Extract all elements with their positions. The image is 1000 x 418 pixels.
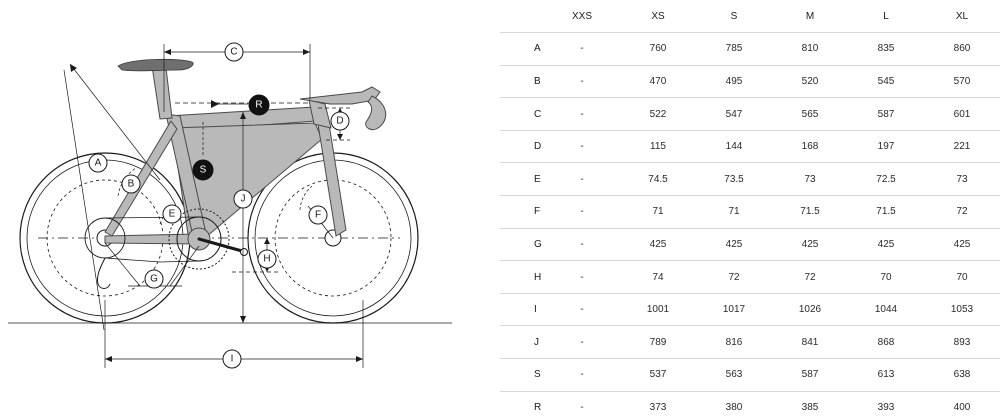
cell: 425 (772, 228, 848, 261)
cell: 70 (848, 261, 924, 294)
cell: 789 (620, 326, 696, 359)
cell: 537 (620, 359, 696, 392)
cell: 73 (772, 163, 848, 196)
cell: - (544, 326, 620, 359)
geometry-table (500, 0, 1000, 418)
cell: 168 (772, 130, 848, 163)
cell: - (544, 228, 620, 261)
row-label-a: A (500, 33, 544, 66)
cell: 1017 (696, 293, 772, 326)
cell: 425 (620, 228, 696, 261)
cell: 385 (801, 402, 819, 414)
cell: 587 (772, 359, 848, 392)
cell: 74 (620, 261, 696, 294)
cell: 115 (620, 130, 696, 163)
table-row (500, 326, 1000, 359)
cell: 893 (924, 326, 1000, 359)
cell: - (544, 33, 620, 66)
cell: 613 (848, 359, 924, 392)
cell: 71.5 (772, 196, 848, 229)
cell: 197 (848, 130, 924, 163)
table-row (500, 196, 1000, 229)
cell: 425 (924, 228, 1000, 261)
row-label-b: B (500, 65, 544, 98)
cell: 400 (953, 402, 971, 414)
table-row (500, 391, 1000, 418)
cell: 868 (848, 326, 924, 359)
callout-I (223, 350, 241, 368)
row-label-g: G (500, 228, 544, 261)
callout-label: J (240, 193, 246, 205)
cell: 73 (924, 163, 1000, 196)
callout-F (309, 206, 327, 224)
cell: 74.5 (620, 163, 696, 196)
cell: 563 (696, 359, 772, 392)
cell: 71 (696, 196, 772, 229)
cell: 71.5 (848, 196, 924, 229)
row-label-c: C (500, 98, 544, 131)
cell: 393 (877, 402, 895, 414)
cell: 587 (848, 98, 924, 131)
cell: 1026 (772, 293, 848, 326)
callout-R (249, 95, 269, 115)
cell: 547 (696, 98, 772, 131)
cell: 565 (772, 98, 848, 131)
cell: 835 (848, 33, 924, 66)
cell: 495 (696, 65, 772, 98)
table-row (500, 261, 1000, 294)
table-row (500, 293, 1000, 326)
cell: 373 (649, 402, 667, 414)
geometry-table-wrapper (500, 0, 1000, 418)
cell: 425 (848, 228, 924, 261)
callout-S (193, 160, 213, 180)
seatpost (152, 66, 172, 119)
callout-label: I (230, 353, 234, 365)
cassette (85, 218, 125, 289)
row-label-s: S (500, 359, 544, 392)
callout-label: F (314, 209, 322, 221)
cell: 638 (924, 359, 1000, 392)
callout-J (234, 190, 252, 208)
cell: 72.5 (848, 163, 924, 196)
cell: 520 (772, 65, 848, 98)
table-row (500, 98, 1000, 131)
cell: 470 (620, 65, 696, 98)
callout-H (258, 250, 276, 268)
cell: 71 (620, 196, 696, 229)
cell: 522 (620, 98, 696, 131)
table-row (500, 33, 1000, 66)
cell: 72 (924, 196, 1000, 229)
cell: 1001 (620, 293, 696, 326)
table-header (500, 0, 1000, 33)
callout-label: E (168, 208, 176, 220)
cell: - (544, 130, 620, 163)
column-header-m: M (772, 0, 848, 33)
cell: - (544, 261, 620, 294)
callout-C (225, 43, 243, 61)
cell: 785 (696, 33, 772, 66)
cell: 144 (696, 130, 772, 163)
row-label-r: R (534, 402, 542, 414)
cell: 545 (848, 65, 924, 98)
callout-label: D (336, 115, 344, 127)
cell: 1053 (924, 293, 1000, 326)
table-row (500, 228, 1000, 261)
cell: 72 (696, 261, 772, 294)
cell: 425 (696, 228, 772, 261)
cell: 760 (620, 33, 696, 66)
row-label-d: D (500, 130, 544, 163)
column-header-blank (500, 0, 544, 33)
table-row (500, 163, 1000, 196)
cell: - (580, 402, 584, 414)
callout-G (145, 270, 163, 288)
cell: 860 (924, 33, 1000, 66)
table-row (500, 130, 1000, 163)
cell: 221 (924, 130, 1000, 163)
row-label-e: E (500, 163, 544, 196)
table-body (500, 33, 1000, 418)
cell: 810 (772, 33, 848, 66)
row-label-h: H (500, 261, 544, 294)
table-row (500, 65, 1000, 98)
callout-label: R (255, 99, 263, 111)
column-header-xs: XS (620, 0, 696, 33)
cell: - (544, 98, 620, 131)
cell: 1044 (848, 293, 924, 326)
saddle (118, 59, 193, 71)
callout-A (89, 154, 107, 172)
cell: 73.5 (696, 163, 772, 196)
cell: 841 (772, 326, 848, 359)
column-header-xxs: XXS (544, 0, 620, 33)
callout-label: A (94, 157, 102, 169)
cell: 72 (772, 261, 848, 294)
column-header-s: S (696, 0, 772, 33)
cell: - (544, 65, 620, 98)
table-header-row (500, 0, 1000, 33)
cell: - (544, 196, 620, 229)
callout-B (122, 175, 140, 193)
callout-label: H (263, 253, 271, 265)
callout-E (163, 205, 181, 223)
callout-D (331, 112, 349, 130)
row-label-f: F (500, 196, 544, 229)
table-row (500, 359, 1000, 392)
column-header-xl: XL (924, 0, 1000, 33)
cell: - (544, 293, 620, 326)
row-label-i: I (500, 293, 544, 326)
cell: - (544, 163, 620, 196)
column-header-l: L (848, 0, 924, 33)
callout-label: C (230, 46, 238, 58)
callout-label: B (127, 178, 135, 190)
callout-label: G (150, 273, 158, 285)
callout-label: S (199, 164, 207, 176)
cell: - (544, 359, 620, 392)
row-label-j: J (500, 326, 544, 359)
cell: 816 (696, 326, 772, 359)
cell: 570 (924, 65, 1000, 98)
cell: 70 (924, 261, 1000, 294)
cell: 380 (725, 402, 743, 414)
cell: 601 (924, 98, 1000, 131)
